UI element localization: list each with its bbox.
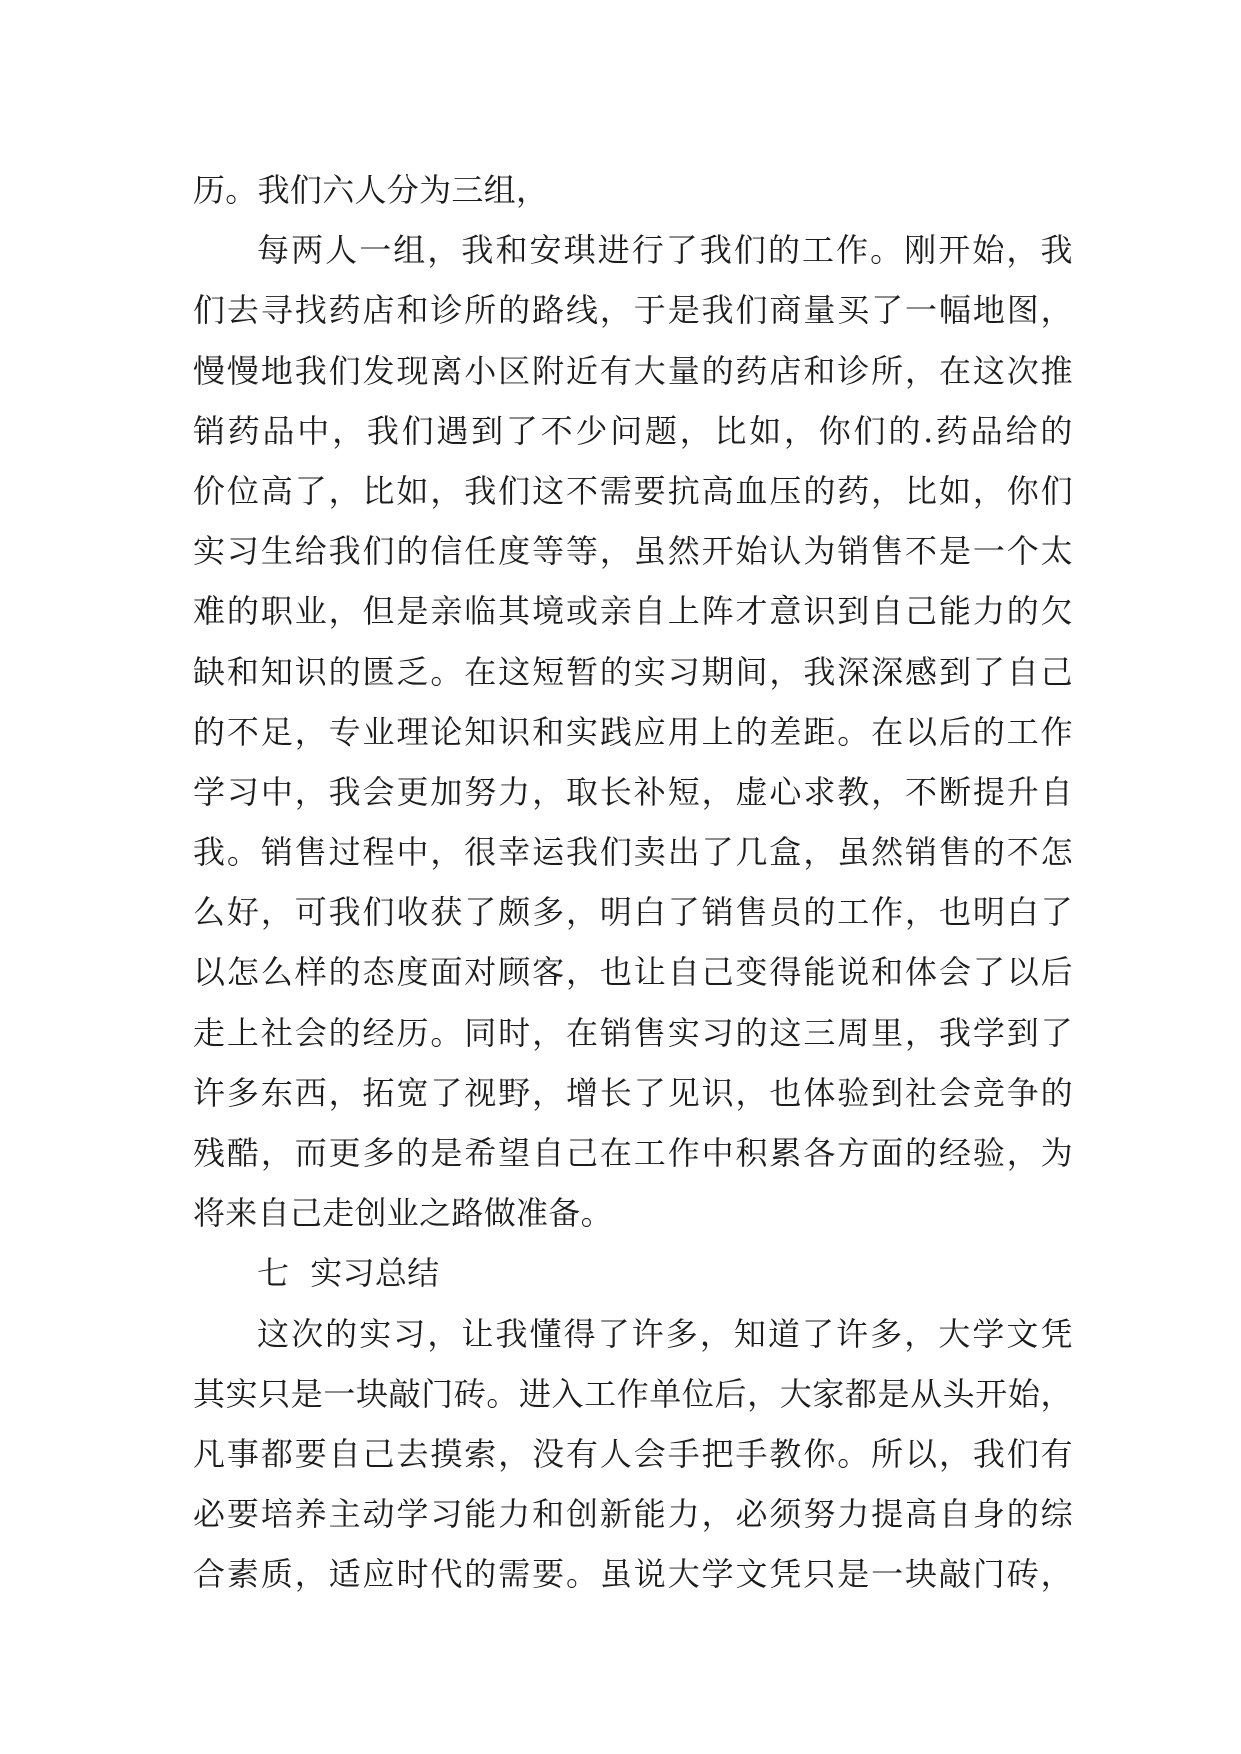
text-line: 们 去 寻 找 药 店 和 诊 所 的 路 线 ， 于 是 我 们 商 量 买 了 一 幅 地 图 ， — [193, 291, 1073, 330]
text-line: 学 习 中 ， 我 会 更 加 努 力 ， 取 长 补 短 ， 虚 心 求 教 ， 不 断 提 升 自 — [193, 772, 1073, 811]
text-line: 走 上 社 会 的 经 历 。 同 时 ， 在 销 售 实 习 的 这 三 周 里 ， 我 学 到 了 — [193, 1013, 1073, 1052]
text-line: 销 药 品 中 ， 我 们 遇 到 了 不 少 问 题 ， 比 如 ， 你 们 的 . 药 品 给 的 — [193, 411, 1073, 450]
text-line: 的 不 足 ， 专 业 理 论 知 识 和 实 践 应 用 上 的 差 距 。 在 以 后 的 工 作 — [193, 712, 1073, 751]
text-line: 慢 慢 地 我 们 发 现 离 小 区 附 近 有 大 量 的 药 店 和 诊 所 ， 在 这 次 推 — [193, 351, 1073, 390]
text-line: 以 怎 么 样 的 态 度 面 对 顾 客 ， 也 让 自 己 变 得 能 说 和 体 会 了 以 后 — [193, 953, 1073, 992]
text-line: 我 。 销 售 过 程 中 ， 很 幸 运 我 们 卖 出 了 几 盒 ， 虽 然 销 售 的 不 怎 — [193, 833, 1073, 872]
text-line: 缺 和 知 识 的 匮 乏 。 在 这 短 暂 的 实 习 期 间 ， 我 深 深 感 到 了 自 己 — [193, 652, 1073, 691]
text-line: 历。我们六人分为三组， — [193, 171, 549, 209]
text-line: 难 的 职 业 ， 但 是 亲 临 其 境 或 亲 自 上 阵 才 意 识 到 自 己 能 力 的 欠 — [193, 592, 1073, 631]
text-line: 合 素 质 ， 适 应 时 代 的 需 要 。 虽 说 大 学 文 凭 只 是 一 块 敲 门 砖 ， — [193, 1555, 1073, 1594]
text-line: 实 习 生 给 我 们 的 信 任 度 等 等 ， 虽 然 开 始 认 为 销 售 不 是 一 个 太 — [193, 532, 1073, 571]
text-line: 必 要 培 养 主 动 学 习 能 力 和 创 新 能 力 ， 必 须 努 力 提 高 自 身 的 综 — [193, 1495, 1073, 1534]
section-heading: 七 实习总结 — [257, 1254, 440, 1293]
text-line: 残 酷 ， 而 更 多 的 是 希 望 自 己 在 工 作 中 积 累 各 方 面 的 经 验 ， 为 — [193, 1134, 1073, 1172]
paragraph-first-line: 每 两 人 一 组 ， 我 和 安 琪 进 行 了 我 们 的 工 作 。 刚 开 始 ， 我 — [257, 231, 1073, 270]
text-line: 凡 事 都 要 自 己 去 摸 索 ， 没 有 人 会 手 把 手 教 你 。 所 以 ， 我 们 有 — [193, 1434, 1073, 1473]
text-line: 将来自己走创业之路做准备。 — [193, 1194, 613, 1233]
text-line: 其 实 只 是 一 块 敲 门 砖 。 进 入 工 作 单 位 后 ， 大 家 都 是 从 头 开 始 ， — [193, 1374, 1073, 1413]
document-body — [193, 160, 1073, 1605]
paragraph-first-line: 这 次 的 实 习 ， 让 我 懂 得 了 许 多 ， 知 道 了 许 多 ， 大 学 文 凭 — [257, 1314, 1073, 1353]
text-line: 么 好 ， 可 我 们 收 获 了 颇 多 ， 明 白 了 销 售 员 的 工 作 ， 也 明 白 了 — [193, 893, 1073, 932]
text-line: 许 多 东 西 ， 拓 宽 了 视 野 ， 增 长 了 见 识 ， 也 体 验 到 社 会 竞 争 的 — [193, 1073, 1073, 1112]
text-line: 价 位 高 了 ， 比 如 ， 我 们 这 不 需 要 抗 高 血 压 的 药 ， 比 如 ， 你 们 — [193, 471, 1073, 510]
